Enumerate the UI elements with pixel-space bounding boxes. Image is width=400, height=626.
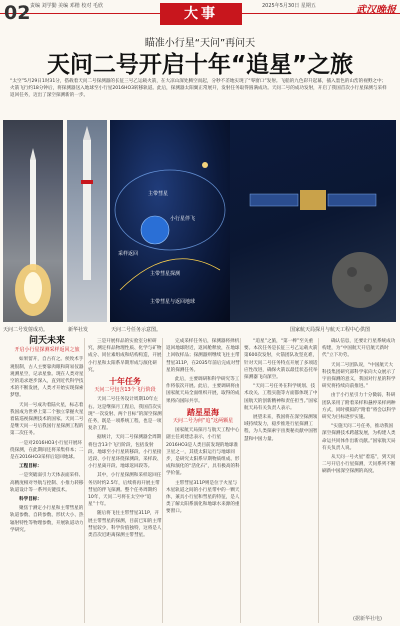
editor-credits: 责编 刘学勤 美编 邓楷 校对 毛欣 <box>30 3 103 9</box>
column-divider <box>240 338 241 623</box>
paragraph: 由于小行星引力十分微弱，科研团队采用了附着采样和悬停采样两种方式，同时模拟的“附着”将会以科学研究为目标逐步实施。 <box>322 393 396 421</box>
rocket-launch-image <box>3 120 63 322</box>
section-heading: 问天未来 <box>28 336 65 346</box>
section-subheading: 天问二号包含13个飞行阶段 <box>94 387 156 394</box>
paragraph: 主带彗星311P则是位于火星与木星轨道之间的小行星带中的一颗天体，兼具小行星和彗星的特征，是人类了解太阳系演化和地球水来源的重要窗口。 <box>166 480 240 515</box>
launch-photo <box>3 120 63 322</box>
inline-heading: 工程目标： <box>19 464 42 470</box>
paragraph: 天问二号任务设计周期10年左右。这是继探月工程后，我国首次实现“一次发射、两个目标”的深空探测任务，既是一项系统工程，也是一项复杂工程。 <box>88 397 162 432</box>
photo-credit: 国家航天局探月与航天工程中心供图 <box>290 327 371 333</box>
publication-date: 2025年5月30日 星期五 <box>262 3 316 9</box>
diagram-label: 采样返回 <box>118 251 139 257</box>
paragraph: 一是对2016HO3小行星开展环绕探测，在此期间还将采集样本；二是在2016HO3采样后返回地球。 <box>10 440 84 461</box>
rocket-closeup-image <box>67 120 107 322</box>
page-number: 02 <box>4 2 31 24</box>
paragraph: 从天问一号火星“着巡”，到天问二号开启小行星探测，天问系列不断刷新中国深空探测的高度。 <box>322 455 396 475</box>
mission-diagram-right <box>230 120 396 322</box>
paragraph: 确认信息，还要让行星系统成功构建，为“中国航天开启航天新时代”立下功劳。 <box>322 339 396 359</box>
article-column-3 <box>166 338 240 518</box>
paragraph: “实施天问二号任务，推动我国深空探测技术跨越发展，为构建人类命运共同体作出新贡献。”国家航天局有关负责人说。 <box>322 424 396 451</box>
paragraph: 一是突破弱引力天体表面采样、高精度相对导航与控制、小推力转移轨道设计等一系列关键技术。 <box>10 473 84 493</box>
paragraph: 据统计，天问二号探测器全周期将包含13个飞行阶段，包括发射段、地球至小行星转移段、小行星接近段、小行星环绕探测段、采样段、小行星离开段、地球返回段等。 <box>88 435 162 470</box>
mission-diagram-left <box>110 120 230 322</box>
masthead-logo: 武汉晚报 <box>356 5 396 16</box>
article-column-5 <box>322 338 396 478</box>
paragraph: 随后将飞往主带彗星311P，开展主带彗星的探测，目前已知的主带彗星较少，科学价值独特，这将是人类首次近距离探测主带彗星。 <box>88 511 162 539</box>
section-heading: 十年任务 <box>109 377 141 387</box>
article-subtitle: 瞄准小行星“天问”再问天 <box>144 38 256 49</box>
article-column-1 <box>10 338 84 536</box>
paragraph: 完成采样任务后，探测器将择机返回地球附近，返回舱释放，在地球上回收样品；探测器则继续飞往主带彗星311P，在2035年前后完成对彗星的探测任务。 <box>166 339 240 373</box>
article-body <box>0 338 400 626</box>
section-subheading: 天问二号为何“追”这两颗星 <box>172 418 234 425</box>
photo-caption: 天问二号发射成功。 <box>3 327 49 333</box>
photo-caption: 天问二号任务示意图。 <box>111 327 162 333</box>
article-column-4 <box>244 338 318 445</box>
paragraph: 三是开展样品的实验室分析研究，测定样品物理性质、化学与矿物成分、同位素组成和结构构造，开展小行星和太阳系早期形成与演化研究。 <box>88 339 162 373</box>
article-title: 天问二号开启十年“追星”之旅 <box>46 52 354 78</box>
section-badge: 大事 <box>160 3 242 25</box>
launch-photo-closeup <box>67 120 107 322</box>
diagram-label: 主带彗星 <box>148 191 169 197</box>
paragraph: “追星”之旅，“第一棒”至关重要。本次任务是长征三号乙运载火箭第600次发射，火箭团队攻坚克难，针对天问二号任务特点开展了多项适应性改进，确保火箭以最佳状态托举探测器飞向深空。 <box>244 339 318 381</box>
section-subheading: 开启小行星探测采样返回之旅 <box>14 347 80 354</box>
paragraph: 聚焦于测定小行星和主带彗星的轨道参数、自转参数、形状大小、热辐射特性等物理参数，开展轨道动力学研究。 <box>10 506 84 533</box>
column-divider <box>84 338 85 623</box>
column-divider <box>318 338 319 623</box>
diagram-label: 主带彗星探测 <box>150 271 181 277</box>
paragraph: 此后，主要调研和科学研究等工作将依次开展。此后，主要调研将由国家航天局全面组织开展，取得的成果将向国际共享。 <box>166 377 240 404</box>
paragraph: 展望未来，我国将在深空探测领域持续发力，稳步推进行星探测工程，为人类探索宇宙奥秘贡献中国智慧和中国力量。 <box>244 415 318 442</box>
paragraph: “天问二号任务在科学规划、技术攻关、工程实施等方面都体现了中国航天的创新精神和责任担当。”国家航天局有关负责人表示。 <box>244 384 318 411</box>
inline-heading: 科学目标： <box>19 497 42 503</box>
paragraph: 天问一号成功着陆火星，标志着我国成为世界上第二个独立掌握火星着陆巡视探测技术的国家。天问二号是继天问一号后我国行星探测工程的第二次任务。 <box>10 402 84 437</box>
paragraph: 其中，小行星探测和采样返回任务历时约2.5年，后续将再开展主带彗星的伴飞探测。整个任务周期约10年，天问二号将在太空中“追星”十年。 <box>88 473 162 508</box>
photo-credit: 新华社发 <box>68 327 89 333</box>
paragraph: 国家航天局探月与航天工程中心副主任刘建忠表示，小行星2016HO3是人类目前发现的地球准卫星之一，其绕太阳运行与地球同步，是研究太阳系早期物质组成、形成和演化的“活化石”，具有极高的科学价值。 <box>166 428 240 477</box>
paragraph: 天问二号团队说，“中国航天大科技集团研究部科学家向大众展示了宇宙探测的意义，我国对行星的科学研究将持续向前推进。” <box>322 362 396 390</box>
diagram-label: 小行星伴飞 <box>170 216 196 222</box>
column-divider <box>162 338 163 623</box>
paragraph: 如果留开，自古有之。侯致术手观很制，古人主要靠肉眼和简易仪器观测星空，记录星象。现在人类对星空的追求逐步深入，直到近代科学技术的不断发展，人类才开始实现探索梦想。 <box>10 357 84 399</box>
section-heading: 踏星星海 <box>187 407 219 417</box>
article-lead: “太空”5月29日1时31分，搭载着天问二号探测器的长征三号乙运载火箭，在大凉山深处腾空而起，分秒不差地实现了“零窗口”发射。飞船的九色彩升起幕，插入墨色的山峦的视野之中；火箭飞行约18分钟后，将探测器送入地球至小行星2016HO3转移轨道。此后，探测器太阳翼正常展开，发射任务取得圆满成功。天问二号的成功发射，开启了我国首次小行星探测与采样返回任务，迈出了深空探测新的一步。 <box>10 79 387 98</box>
article-column-2 <box>88 338 162 541</box>
photo-area <box>0 120 400 333</box>
probe-illustration <box>230 120 396 322</box>
source-note: (据新华社电) <box>353 616 382 622</box>
diagram-label: 主带彗星与返回地球 <box>150 299 196 305</box>
